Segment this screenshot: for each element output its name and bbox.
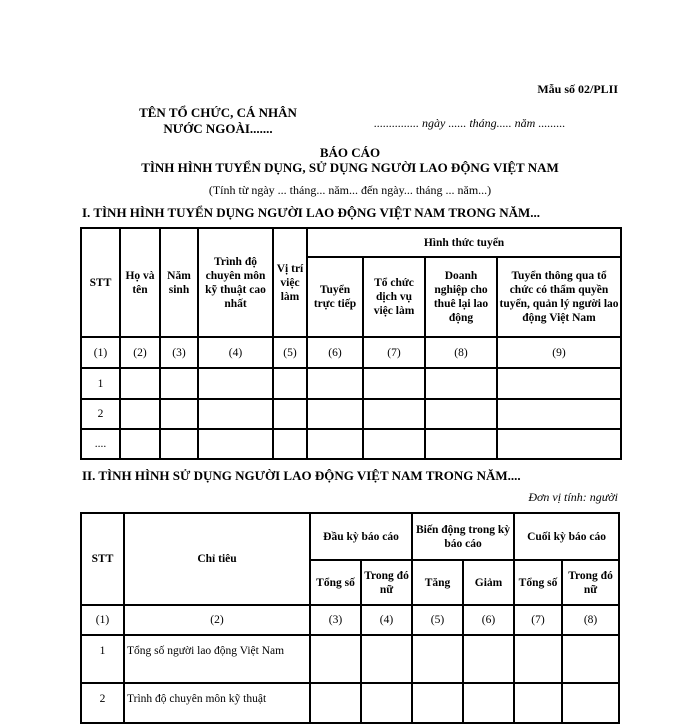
row-number: 1 — [81, 635, 124, 683]
col-number: (6) — [463, 605, 514, 635]
col-number: (3) — [160, 337, 198, 368]
header-authorized-org: Tuyển thông qua tổ chức có thẩm quyền tuyển, quản lý người lao động Việt Nam — [497, 257, 621, 337]
employment-table — [80, 512, 620, 724]
report-subtitle: TÌNH HÌNH TUYỂN DỤNG, SỬ DỤNG NGƯỜI LAO ĐỘNG VIỆT NAM — [141, 160, 559, 175]
row-number: 1 — [81, 368, 120, 399]
org-name-line1: TÊN TỔ CHỨC, CÁ NHÂN — [139, 105, 297, 120]
col-number: (7) — [514, 605, 562, 635]
col-number: (8) — [562, 605, 619, 635]
header-end-period: Cuối kỳ báo cáo — [514, 513, 619, 560]
header-female: Trong đó nữ — [562, 560, 619, 605]
table-row — [81, 635, 619, 683]
header-qualification: Trình độ chuyên môn kỹ thuật cao nhất — [198, 228, 273, 337]
table-header-row — [81, 513, 619, 560]
header-decrease: Giảm — [463, 560, 514, 605]
col-number: (5) — [412, 605, 463, 635]
section2-heading: II. TÌNH HÌNH SỬ DỤNG NGƯỜI LAO ĐỘNG VIỆT NAM TRONG NĂM.... — [82, 468, 521, 483]
table-row — [81, 368, 621, 399]
header-indicator: Chỉ tiêu — [124, 513, 310, 605]
header-stt: STT — [81, 513, 124, 605]
table-row — [81, 683, 619, 723]
row-number: 2 — [81, 399, 120, 429]
header-start-period: Đầu kỳ báo cáo — [310, 513, 412, 560]
col-number: (4) — [361, 605, 412, 635]
header-total: Tổng số — [514, 560, 562, 605]
header-recruitment-method: Hình thức tuyển — [307, 228, 621, 257]
col-number: (1) — [81, 605, 124, 635]
row-number: 2 — [81, 683, 124, 723]
column-number-row — [81, 605, 619, 635]
section1-heading: I. TÌNH HÌNH TUYỂN DỤNG NGƯỜI LAO ĐỘNG VIỆT NAM TRONG NĂM... — [82, 205, 541, 220]
header-direct: Tuyển trực tiếp — [307, 257, 363, 337]
recruitment-table — [80, 227, 622, 460]
date-line: ............... ngày ...... tháng..... năm ......... — [374, 116, 566, 130]
table-row — [81, 399, 621, 429]
org-name-line2: NƯỚC NGOÀI....... — [163, 121, 273, 136]
col-number: (9) — [497, 337, 621, 368]
col-number: (1) — [81, 337, 120, 368]
header-employment-service: Tổ chức dịch vụ việc làm — [363, 257, 425, 337]
unit-label: Đơn vị tính: người — [528, 490, 618, 504]
col-number: (2) — [120, 337, 160, 368]
col-number: (4) — [198, 337, 273, 368]
table-header-row — [81, 228, 621, 257]
col-number: (3) — [310, 605, 361, 635]
organization-name — [118, 105, 318, 137]
column-number-row — [81, 337, 621, 368]
table-row — [81, 429, 621, 459]
header-stt: STT — [81, 228, 120, 337]
header-female: Trong đó nữ — [361, 560, 412, 605]
col-number: (7) — [363, 337, 425, 368]
reporting-period: (Tính từ ngày ... tháng... năm... đến ngày... tháng ... năm...) — [208, 183, 492, 197]
header-change: Biến động trong kỳ báo cáo — [412, 513, 514, 560]
header-increase: Tăng — [412, 560, 463, 605]
header-birth-year: Năm sinh — [160, 228, 198, 337]
col-number: (6) — [307, 337, 363, 368]
col-number: (8) — [425, 337, 497, 368]
header-total: Tổng số — [310, 560, 361, 605]
header-leasing: Doanh nghiệp cho thuê lại lao động — [425, 257, 497, 337]
row-number: .... — [81, 429, 120, 459]
report-title: BÁO CÁO — [319, 145, 381, 160]
col-number: (5) — [273, 337, 307, 368]
row-label: Tổng số người lao động Việt Nam — [124, 635, 310, 683]
header-position: Vị trí việc làm — [273, 228, 307, 337]
form-number: Mẫu số 02/PLII — [537, 82, 618, 96]
col-number: (2) — [124, 605, 310, 635]
row-label: Trình độ chuyên môn kỹ thuật — [124, 683, 310, 723]
header-name: Họ và tên — [120, 228, 160, 337]
